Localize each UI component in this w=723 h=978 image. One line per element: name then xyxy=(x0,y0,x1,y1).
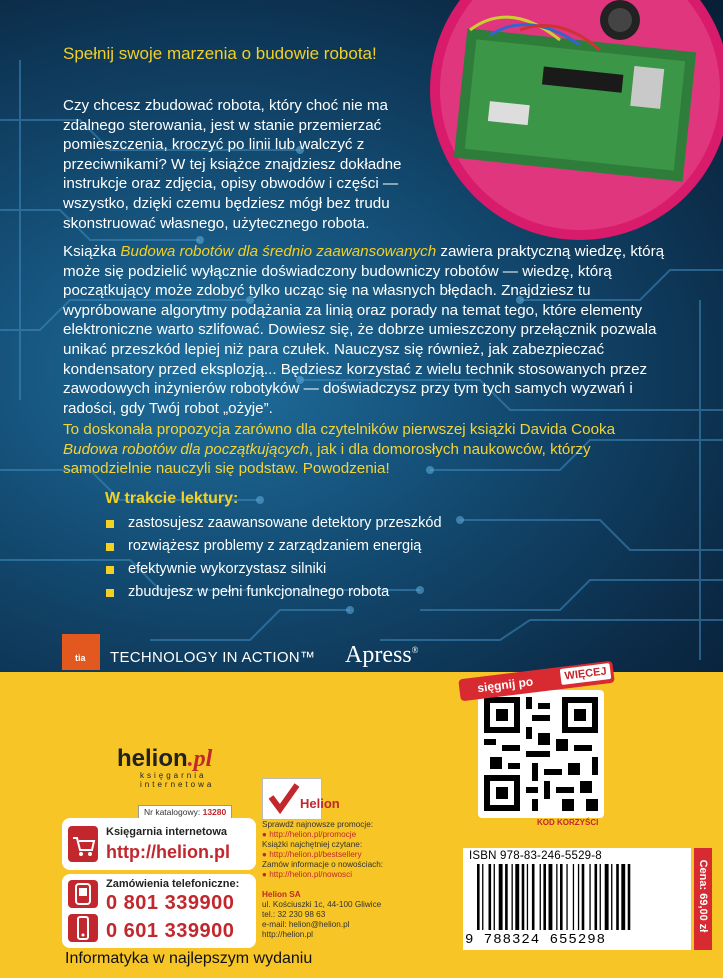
cart-icon xyxy=(68,826,98,862)
mobile-icon xyxy=(68,914,98,942)
intro-paragraph: Czy chcesz zbudować robota, który choć nie ma zdalnego sterowania, jest w stanie przemierzać pomieszczenia, kroczyć po linii lub walczyć z przeciwnikami? W tej książce znajdziesz dokładne instrukcje oraz zdjęcia, opisy obwodów i części — wszystko, dzięki czemu będziesz mógł bez trudu skonstruować własnego, użytecznego robota. xyxy=(63,97,402,232)
wiecej-label: WIĘCEJ xyxy=(560,663,612,685)
siegnij-label: sięgnij po xyxy=(476,674,534,696)
apress-logo xyxy=(345,642,419,669)
bookstore-label: Księgarnia internetowa xyxy=(106,826,228,838)
helion-name: Helion xyxy=(300,796,340,811)
recommendation-paragraph xyxy=(63,420,673,479)
address-line: Helion SA xyxy=(262,890,301,899)
p2-pre: Książka xyxy=(63,243,121,260)
promo-link[interactable]: ● http://helion.pl/bestsellery xyxy=(262,850,362,859)
publisher-address xyxy=(262,890,381,940)
phone-orders-label: Zamówienia telefoniczne: xyxy=(106,878,240,890)
promo-line: Zamów informacje o nowościach: xyxy=(262,860,384,869)
tagline: Spełnij swoje marzenia o budowie robota! xyxy=(63,44,377,63)
book-title-intermediate: Budowa robotów dla średnio zaawansowanych xyxy=(120,243,437,260)
bullet-icon xyxy=(106,543,114,551)
list-item-text: zastosujesz zaawansowane detektory przeszkód xyxy=(128,515,442,531)
phone-number-2[interactable]: 0 601 339900 xyxy=(106,920,235,942)
promo-link[interactable]: ● http://helion.pl/nowosci xyxy=(262,870,353,879)
list-item xyxy=(106,535,442,558)
p3-pre: To doskonała propozycja zarówno dla czytelników pierwszej książki Davida Cooka xyxy=(63,421,616,438)
catalog-number xyxy=(138,805,232,819)
description-paragraph xyxy=(63,242,673,418)
list-item xyxy=(106,558,442,581)
bullet-icon xyxy=(106,566,114,574)
apress-mark: ® xyxy=(411,645,419,655)
robot-photo xyxy=(430,0,723,240)
phone-icon xyxy=(68,880,98,908)
address-line: ul. Kościuszki 1c, 44-100 Gliwice xyxy=(262,900,382,909)
catalog-value: 13280 xyxy=(202,807,227,817)
list-item xyxy=(106,512,442,535)
isbn-text: ISBN 978-83-246-5529-8 xyxy=(469,850,602,862)
ean-number: 9 788324 655298 xyxy=(465,932,607,948)
ksiegarnia-subtitle: księgarnia internetowa xyxy=(140,771,215,789)
price-text: Cena: 69,00 zł xyxy=(697,859,709,933)
footer-slogan: Informatyka w najlepszym wydaniu xyxy=(65,950,313,967)
technology-in-action-label: TECHNOLOGY IN ACTION™ xyxy=(110,649,316,666)
catalog-label: Nr katalogowy: xyxy=(144,807,201,817)
bookstore-url[interactable]: http://helion.pl xyxy=(106,842,230,862)
list-item-text: rozwiążesz problemy z zarządzaniem energią xyxy=(128,538,422,554)
feature-list xyxy=(106,512,442,604)
promo-line: Sprawdź najnowsze promocje: xyxy=(262,820,374,829)
barcode xyxy=(477,864,682,930)
promo-line: Książki najchętniej czytane: xyxy=(262,840,363,849)
bullet-icon xyxy=(106,520,114,528)
kod-korzysci-label: KOD KORZYŚCI xyxy=(537,818,599,827)
address-line: tel.: 32 230 98 63 xyxy=(262,910,326,919)
list-heading: W trakcie lektury: xyxy=(105,490,239,507)
helion-logo-pl: .pl xyxy=(187,746,213,772)
p3-post: , jak i dla domorosłych naukowców, którzy samodzielnie nauczyli się podstaw. Powodzenia! xyxy=(63,440,591,478)
p2-post: zawiera praktyczną wiedzę, którą może się podzielić wyłącznie doświadczony budowniczy robotów — wiedzę, którą początkujący może zdobyć tylko ucząc się na własnych błędach. Znajdziesz tu wypróbowane algorytmy podążania za linią oraz porady na temat tego, które elementy elektroniczne warto szlifować. Dowiesz się, że dobrze umieszczony przełącznik pozwala unikać przeszkód lepiej niż para czułek. Nauczysz się również, jak zabezpieczać kondensatory przed eksplozją... Będziesz korzystać z wielu technik stosowanych przez zawodowych inżynierów robotyków — doświadczysz przy tym tych samych wyzwań i radości, gdy Twój robot „ożyje”. xyxy=(63,243,665,417)
helion-pl-logo xyxy=(117,745,212,773)
apress-text: Apress xyxy=(345,642,412,668)
address-line: http://helion.pl xyxy=(262,930,313,939)
bullet-icon xyxy=(106,589,114,597)
qr-code[interactable] xyxy=(478,690,604,818)
list-item-text: zbudujesz w pełni funkcjonalnego robota xyxy=(128,584,390,600)
book-title-beginners: Budowa robotów dla początkujących xyxy=(63,440,309,458)
list-item xyxy=(106,581,442,604)
tia-label: tia xyxy=(75,653,86,663)
price-tag xyxy=(694,848,712,950)
promo-link[interactable]: ● http://helion.pl/promocje xyxy=(262,830,357,839)
bookstore-box[interactable] xyxy=(62,818,256,870)
phone-orders-box xyxy=(62,874,256,948)
promo-links xyxy=(262,820,383,880)
phone-number-1[interactable]: 0 801 339900 xyxy=(106,892,235,914)
isbn-barcode-box xyxy=(463,848,691,950)
helion-logo-text: helion xyxy=(117,745,188,772)
address-line: e-mail: helion@helion.pl xyxy=(262,920,350,929)
list-item-text: efektywnie wykorzystasz silniki xyxy=(128,561,327,577)
tia-logo xyxy=(62,634,100,670)
